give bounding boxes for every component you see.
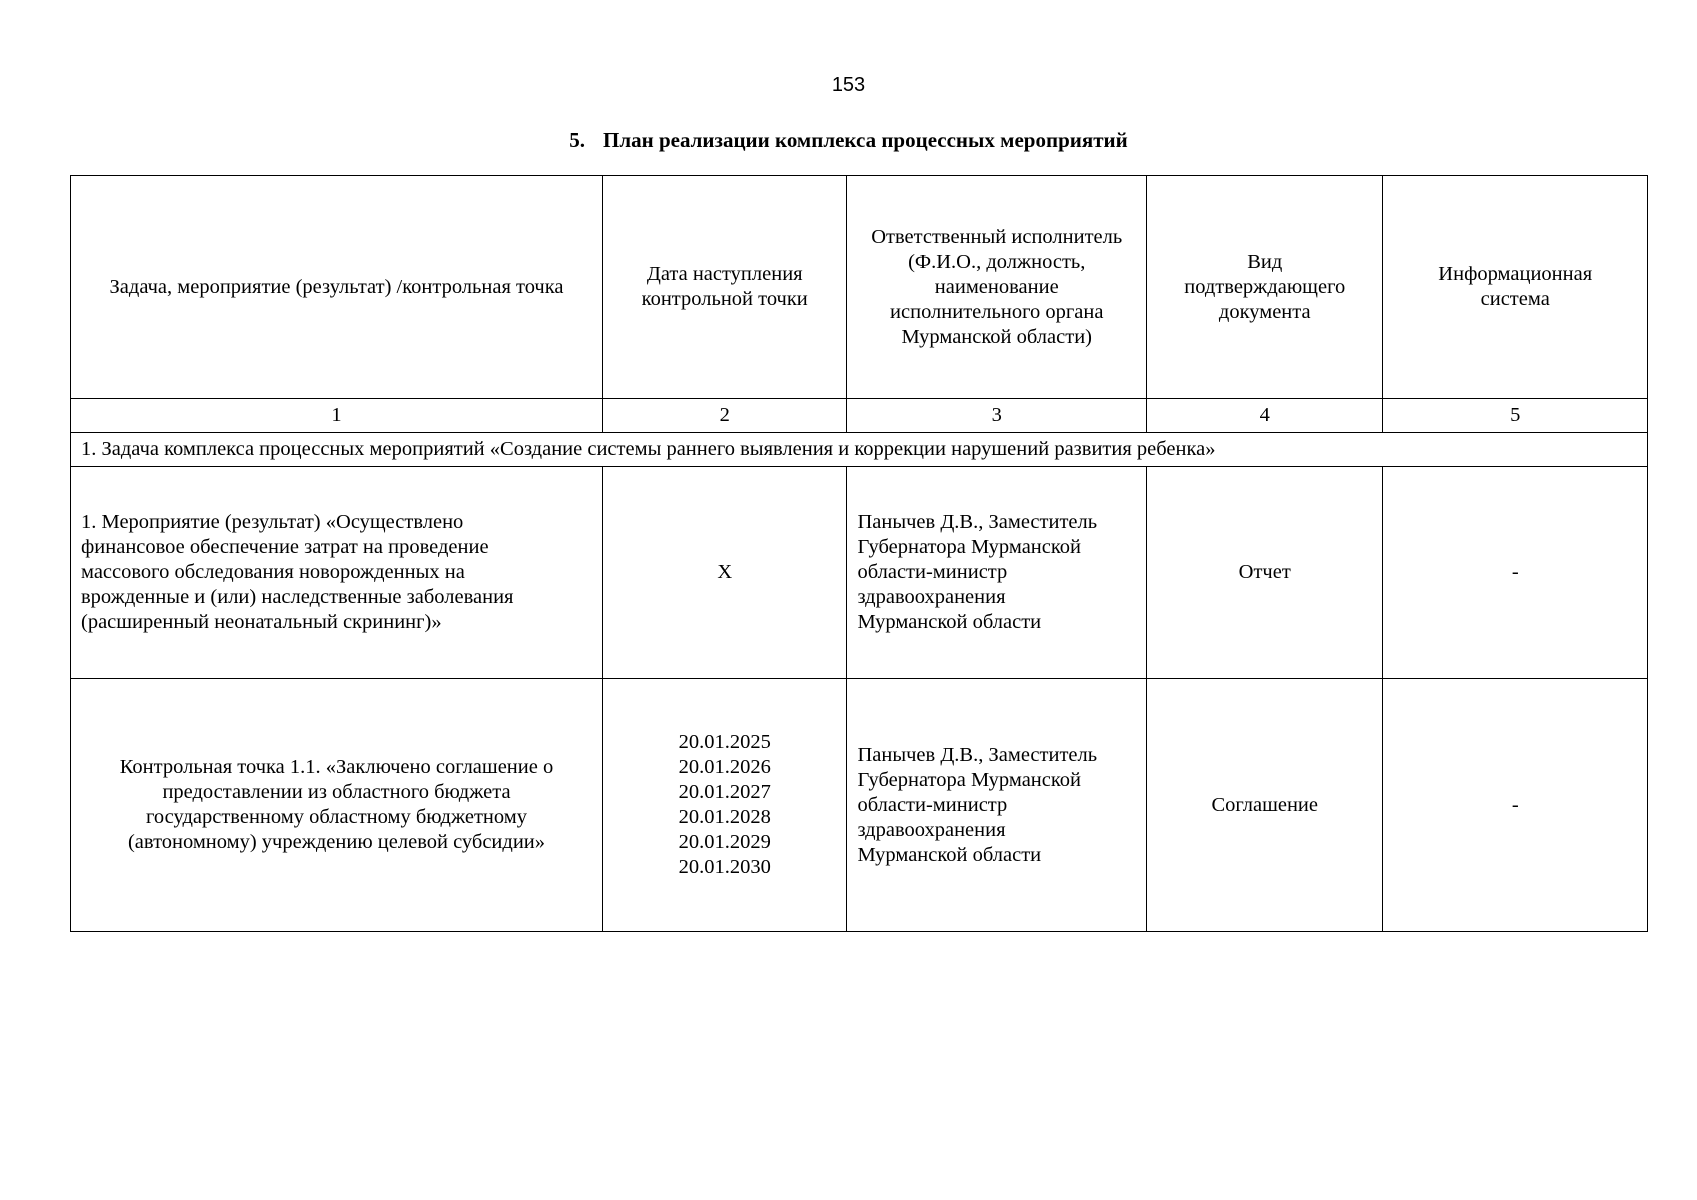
event-responsible: Панычев Д.В., Заместитель Губернатора Мурманской области-министр здравоохранения Мурманской области <box>847 467 1147 679</box>
control-point-system: - <box>1383 679 1648 932</box>
page-number: 153 <box>831 74 866 96</box>
task-title: 1. Задача комплекса процессных мероприятий «Создание системы раннего выявления и коррекции нарушений развития ребенка» <box>71 433 1648 467</box>
event-date: X <box>603 467 847 679</box>
event-row <box>71 467 1648 679</box>
column-number: 3 <box>847 399 1147 433</box>
task-row <box>71 433 1648 467</box>
control-point-row <box>71 679 1648 932</box>
header-document-type: Вид подтверждающего документа <box>1147 176 1383 399</box>
table-header-row <box>71 176 1648 399</box>
section-title <box>0 128 1697 153</box>
implementation-plan-table <box>70 175 1648 932</box>
header-control-date: Дата наступления контрольной точки <box>603 176 847 399</box>
control-point-responsible: Панычев Д.В., Заместитель Губернатора Мурманской области-министр здравоохранения Мурманской области <box>847 679 1147 932</box>
control-point-dates: 20.01.2025 20.01.2026 20.01.2027 20.01.2028 20.01.2029 20.01.2030 <box>603 679 847 932</box>
column-number: 2 <box>603 399 847 433</box>
control-point-document: Соглашение <box>1147 679 1383 932</box>
column-number: 4 <box>1147 399 1383 433</box>
column-number: 1 <box>71 399 603 433</box>
header-responsible: Ответственный исполнитель (Ф.И.О., должность, наименование исполнительного органа Мурманской области) <box>847 176 1147 399</box>
column-number-row <box>71 399 1648 433</box>
event-title: 1. Мероприятие (результат) «Осуществлено финансовое обеспечение затрат на проведение массового обследования новорожденных на врожденные и (или) наследственные заболевания (расширенный неонатальный скрининг)» <box>71 467 603 679</box>
section-title-text: План реализации комплекса процессных мероприятий <box>602 128 1128 152</box>
column-number: 5 <box>1383 399 1648 433</box>
header-info-system: Информационная система <box>1383 176 1648 399</box>
header-task-event: Задача, мероприятие (результат) /контрольная точка <box>71 176 603 399</box>
event-system: - <box>1383 467 1648 679</box>
event-document: Отчет <box>1147 467 1383 679</box>
control-point-title: Контрольная точка 1.1. «Заключено соглашение о предоставлении из областного бюджета государственному областному бюджетному (автономному) учреждению целевой субсидии» <box>71 679 603 932</box>
section-number: 5. <box>569 128 585 152</box>
